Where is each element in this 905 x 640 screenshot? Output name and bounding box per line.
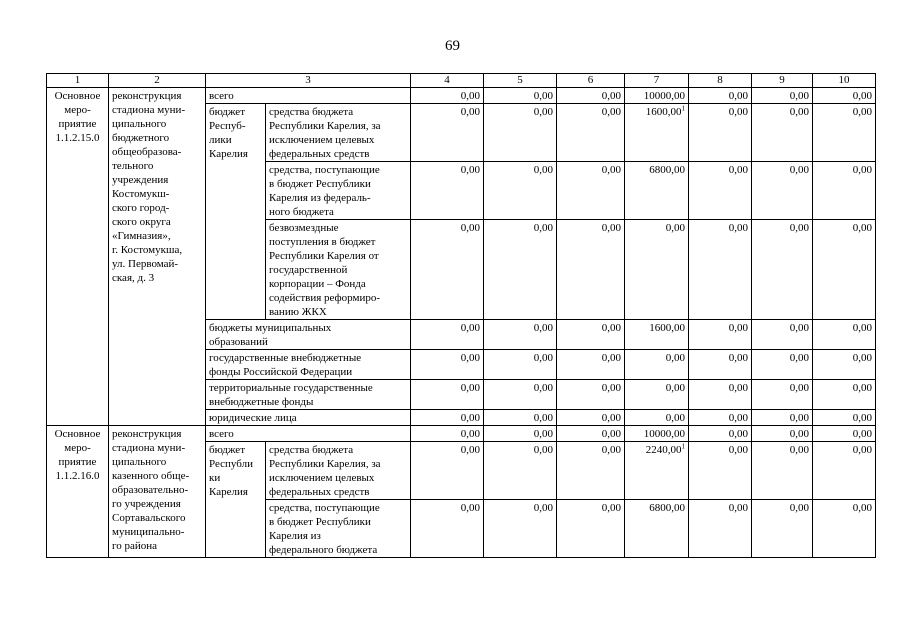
value-cell: 0,00 (689, 104, 752, 162)
value-cell: 0,00 (752, 350, 813, 380)
value-cell: 10000,00 (625, 88, 689, 104)
source-label: средства бюджета Республики Карелия, за исключением целевых федеральных средств (266, 442, 411, 500)
value-cell: 0,00 (411, 410, 484, 426)
value-cell: 0,00 (813, 320, 876, 350)
value-cell (625, 442, 689, 500)
value-cell: 0,00 (752, 220, 813, 320)
value-cell: 0,00 (752, 410, 813, 426)
value-cell: 0,00 (813, 410, 876, 426)
value-cell: 0,00 (689, 426, 752, 442)
value-cell: 0,00 (689, 220, 752, 320)
value-cell: 0,00 (689, 162, 752, 220)
header-cell: 5 (484, 74, 557, 88)
header-cell: 6 (557, 74, 625, 88)
source-label: государственные внебюджетные фонды Российской Федерации (206, 350, 411, 380)
header-cell: 1 (47, 74, 109, 88)
value-cell: 0,00 (689, 88, 752, 104)
header-cell: 9 (752, 74, 813, 88)
value-cell: 0,00 (752, 426, 813, 442)
value-cell: 0,00 (411, 104, 484, 162)
value-cell: 0,00 (484, 500, 557, 558)
value-cell: 0,00 (752, 320, 813, 350)
header-cell: 2 (109, 74, 206, 88)
header-cell: 10 (813, 74, 876, 88)
value-cell (625, 104, 689, 162)
value-cell: 0,00 (557, 426, 625, 442)
value-cell: 10000,00 (625, 426, 689, 442)
value-text: 2240,00 (645, 444, 682, 456)
value-cell: 0,00 (813, 426, 876, 442)
value-cell: 0,00 (484, 380, 557, 410)
value-cell: 0,00 (689, 500, 752, 558)
value-cell: 0,00 (484, 88, 557, 104)
value-cell: 0,00 (484, 104, 557, 162)
value-cell: 0,00 (625, 410, 689, 426)
source-label: бюджеты муниципальных образований (206, 320, 411, 350)
value-cell: 0,00 (557, 350, 625, 380)
value-cell: 0,00 (557, 380, 625, 410)
source-label: средства, поступающие в бюджет Республики Карелия из федераль- ного бюджета (266, 162, 411, 220)
value-cell: 0,00 (813, 220, 876, 320)
activity-code: Основное меро- приятие 1.1.2.15.0 (47, 88, 109, 426)
budget-group-label: бюджет Респуб- лики Карелия (206, 104, 266, 320)
value-cell: 0,00 (411, 220, 484, 320)
funding-table (46, 73, 876, 558)
page-number: 69 (445, 38, 460, 54)
value-cell: 0,00 (484, 442, 557, 500)
value-cell: 0,00 (557, 104, 625, 162)
value-cell: 0,00 (557, 320, 625, 350)
value-text: 1600,00 (645, 106, 682, 118)
source-label: всего (206, 88, 411, 104)
value-cell: 1600,00 (625, 320, 689, 350)
value-cell: 6800,00 (625, 162, 689, 220)
activity-name: реконструкция стадиона муни- ципального казенного обще- образовательно- го учреждения Сортавальского муниципально- го района (109, 426, 206, 558)
source-label: всего (206, 426, 411, 442)
value-cell: 0,00 (689, 410, 752, 426)
value-cell: 0,00 (484, 350, 557, 380)
header-cell: 7 (625, 74, 689, 88)
value-cell: 0,00 (411, 88, 484, 104)
source-label: безвозмездные поступления в бюджет Республики Карелия от государственной корпорации – Фонда содействия реформиро- ванию ЖКХ (266, 220, 411, 320)
value-cell: 0,00 (689, 442, 752, 500)
header-cell: 4 (411, 74, 484, 88)
value-cell: 0,00 (689, 350, 752, 380)
footnote-marker: 1 (681, 104, 685, 113)
value-cell: 0,00 (752, 88, 813, 104)
value-cell: 6800,00 (625, 500, 689, 558)
source-label: средства, поступающие в бюджет Республики Карелия из федерального бюджета (266, 500, 411, 558)
value-cell: 0,00 (484, 320, 557, 350)
value-cell: 0,00 (484, 220, 557, 320)
value-cell: 0,00 (411, 320, 484, 350)
value-cell: 0,00 (557, 162, 625, 220)
source-label: юридические лица (206, 410, 411, 426)
value-cell: 0,00 (484, 162, 557, 220)
value-cell: 0,00 (813, 88, 876, 104)
value-cell: 0,00 (752, 500, 813, 558)
value-cell: 0,00 (813, 380, 876, 410)
table-row (47, 88, 876, 104)
footnote-marker: 1 (681, 442, 685, 451)
value-cell: 0,00 (625, 220, 689, 320)
value-cell: 0,00 (813, 162, 876, 220)
value-cell: 0,00 (484, 410, 557, 426)
value-cell: 0,00 (625, 380, 689, 410)
value-cell: 0,00 (557, 410, 625, 426)
activity-name: реконструкция стадиона муни- ципального бюджетного общеобразова- тельного учреждения Костомукш- ского город- ского округа «Гимназия», г. Костомукша, ул. Первомай- ская, д. 3 (109, 88, 206, 426)
value-cell: 0,00 (813, 104, 876, 162)
value-cell: 0,00 (557, 500, 625, 558)
value-cell: 0,00 (411, 426, 484, 442)
header-row (47, 74, 876, 88)
table-row (47, 426, 876, 442)
value-cell: 0,00 (411, 442, 484, 500)
value-cell: 0,00 (813, 500, 876, 558)
header-cell: 3 (206, 74, 411, 88)
value-cell: 0,00 (557, 220, 625, 320)
value-cell: 0,00 (689, 380, 752, 410)
value-cell: 0,00 (752, 380, 813, 410)
value-cell: 0,00 (411, 350, 484, 380)
value-cell: 0,00 (752, 104, 813, 162)
source-label: средства бюджета Республики Карелия, за исключением целевых федеральных средств (266, 104, 411, 162)
value-cell: 0,00 (752, 442, 813, 500)
activity-code: Основное меро- приятие 1.1.2.16.0 (47, 426, 109, 558)
value-cell: 0,00 (689, 320, 752, 350)
value-cell: 0,00 (752, 162, 813, 220)
value-cell: 0,00 (557, 88, 625, 104)
value-cell: 0,00 (411, 500, 484, 558)
value-cell: 0,00 (813, 442, 876, 500)
value-cell: 0,00 (625, 350, 689, 380)
source-label: территориальные государственные внебюджетные фонды (206, 380, 411, 410)
value-cell: 0,00 (557, 442, 625, 500)
value-cell: 0,00 (813, 350, 876, 380)
value-cell: 0,00 (411, 162, 484, 220)
budget-group-label: бюджет Республи ки Карелия (206, 442, 266, 558)
value-cell: 0,00 (411, 380, 484, 410)
value-cell: 0,00 (484, 426, 557, 442)
header-cell: 8 (689, 74, 752, 88)
